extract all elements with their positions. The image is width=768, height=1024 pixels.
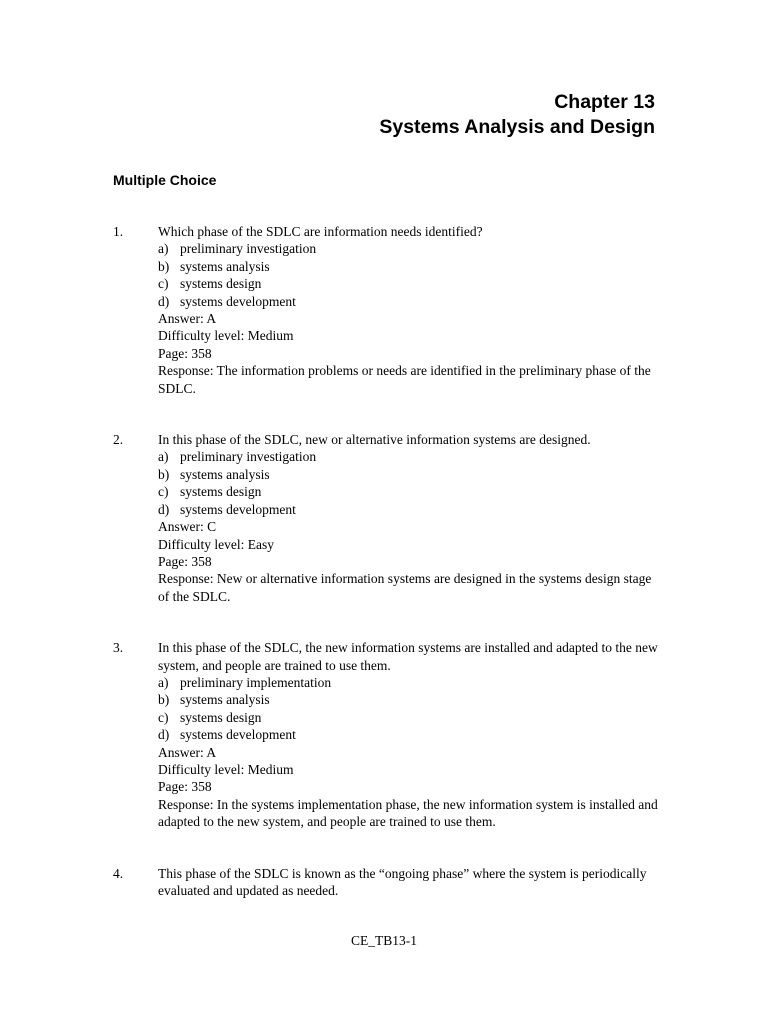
option-text: systems development [180,293,296,309]
option-text: systems design [180,484,262,500]
response: Response: The information problems or needs are identified in the preliminary phase of the SDLC. [158,363,651,396]
option-a [158,240,658,257]
answer: Answer: A [158,744,217,760]
response: Response: New or alternative information systems are designed in the systems design stage of the SDLC. [158,571,652,604]
page-reference: Page: 358 [158,553,212,569]
option-letter: d) [158,293,170,309]
page-reference: Page: 358 [158,345,212,361]
option-d [158,293,658,310]
option-b [158,691,658,708]
question-number: 2. [113,432,124,448]
answer: Answer: A [158,311,217,327]
option-letter: c) [158,276,169,292]
option-letter: a) [158,449,169,465]
page-reference: Page: 358 [158,779,212,795]
option-text: systems design [180,276,262,292]
option-letter: b) [158,466,170,482]
option-c [158,483,658,500]
option-letter: d) [158,501,170,517]
option-letter: b) [158,258,170,274]
question-number: 3. [113,640,124,656]
question-text: Which phase of the SDLC are information needs identified? [158,224,483,239]
option-text: preliminary implementation [180,674,332,690]
question-4 [113,865,658,900]
option-letter: b) [158,692,170,708]
option-text: systems design [180,709,262,725]
option-b [158,466,658,483]
option-text: preliminary investigation [180,241,317,257]
option-text: systems analysis [180,258,270,274]
question-number: 4. [113,865,124,881]
chapter-number: Chapter 13 [554,91,655,113]
option-text: preliminary investigation [180,449,317,465]
option-letter: a) [158,674,169,690]
question-2 [113,431,658,605]
option-letter: d) [158,727,170,743]
question-1 [113,223,658,397]
response: Response: In the systems implementation phase, the new information system is installed and adapted to the new system, and people are trained to use them. [158,796,658,830]
question-number: 1. [113,224,124,239]
option-d [158,726,658,743]
option-d [158,501,658,518]
question-text: This phase of the SDLC is known as the “ongoing phase” where the system is periodically evaluated and updated as needed. [158,865,647,898]
option-letter: c) [158,709,169,725]
section-title: Multiple Choice [113,172,217,188]
option-a [158,674,658,691]
option-a [158,448,658,465]
difficulty-level: Difficulty level: Medium [158,328,294,344]
option-letter: a) [158,241,169,257]
option-text: systems development [180,727,296,743]
difficulty-level: Difficulty level: Easy [158,536,274,552]
question-text: In this phase of the SDLC, the new information systems are installed and adapted to the new system, and people are trained to use them. [158,640,658,673]
option-c [158,709,658,726]
difficulty-level: Difficulty level: Medium [158,761,294,777]
option-b [158,258,658,275]
option-text: systems development [180,501,296,517]
option-c [158,275,658,292]
page-footer: CE_TB13-1 [351,933,417,948]
question-list [113,223,658,933]
chapter-title: Systems Analysis and Design [379,116,655,138]
option-letter: c) [158,484,169,500]
question-3 [113,639,658,830]
question-text: In this phase of the SDLC, new or alternative information systems are designed. [158,432,591,448]
chapter-heading [379,90,655,140]
option-text: systems analysis [180,692,270,708]
option-text: systems analysis [180,466,270,482]
answer: Answer: C [158,519,217,535]
